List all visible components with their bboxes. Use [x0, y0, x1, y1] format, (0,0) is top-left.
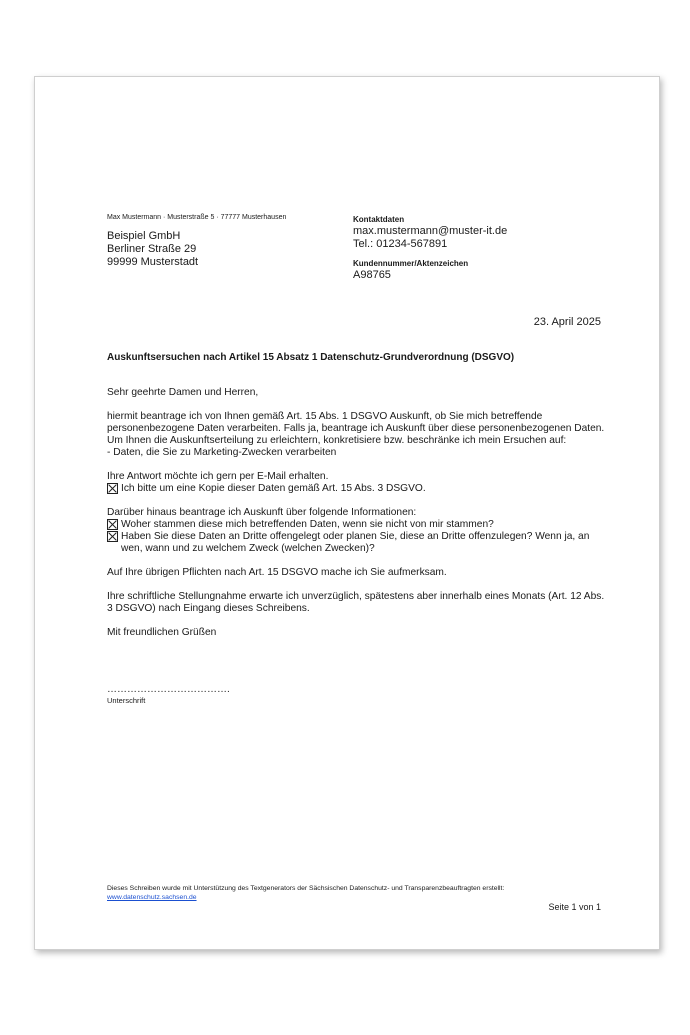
recipient-city: 99999 Musterstadt [107, 256, 199, 268]
signature-label: Unterschrift [107, 696, 146, 705]
request-paragraph: hiermit beantrage ich von Ihnen gemäß Art. 15 Abs. 1 DSGVO Auskunft, ob Sie mich betreffende personenbezogene Daten verarbeiten. Falls ja, beantrage ich Auskunft über diese personenbezogenen Daten. [107, 411, 605, 434]
letter-page [34, 76, 660, 950]
footer-note [107, 884, 504, 902]
recipient-street: Berliner Straße 29 [107, 243, 197, 255]
customer-number: A98765 [353, 269, 391, 281]
contact-phone: Tel.: 01234-567891 [353, 238, 448, 250]
question-1-row [107, 519, 607, 531]
scope-paragraph: Um Ihnen die Auskunftserteilung zu erleichtern, konkretisiere bzw. beschränke ich mein Ersuchen auf: [107, 435, 567, 446]
question-2-text: Haben Sie diese Daten an Dritte offengelegt oder planen Sie, diese an Dritte offenzulegen? Wenn ja, an wen, wann und zu welchem Zweck (welchen Zwecken)? [121, 531, 590, 554]
checked-box-icon [107, 483, 118, 494]
footer-link[interactable]: www.datenschutz.sachsen.de [107, 894, 197, 901]
letter-subject: Auskunftsersuchen nach Artikel 15 Absatz 1 Datenschutz-Grundverordnung (DSGVO) [107, 352, 515, 363]
contact-block [353, 215, 507, 282]
recipient-address [107, 230, 198, 269]
obligations-text: Auf Ihre übrigen Pflichten nach Art. 15 DSGVO mache ich Sie aufmerksam. [107, 567, 447, 578]
deadline-text: Ihre schriftliche Stellungnahme erwarte ich unverzüglich, spätestens aber innerhalb eines Monats (Art. 12 Abs. 3 DSGVO) nach Eingang dieses Schreibens. [107, 591, 605, 614]
letter-body [107, 387, 607, 639]
closing-text: Mit freundlichen Grüßen [107, 627, 217, 638]
scope-item: - Daten, die Sie zu Marketing-Zwecken verarbeiten [107, 447, 337, 458]
salutation: Sehr geehrte Damen und Herren, [107, 387, 259, 398]
sender-return-line: Max Mustermann · Musterstraße 5 · 77777 Musterhausen [107, 214, 287, 221]
contact-label: Kontaktdaten [353, 215, 405, 224]
checked-box-icon [107, 519, 118, 530]
customer-number-label: Kundennummer/Aktenzeichen [353, 259, 469, 268]
question-1-text: Woher stammen diese mich betreffenden Daten, wenn sie nicht von mir stammen? [121, 519, 494, 530]
copy-request-text: Ich bitte um eine Kopie dieser Daten gemäß Art. 15 Abs. 3 DSGVO. [121, 483, 426, 494]
email-answer-text: Ihre Antwort möchte ich gern per E-Mail erhalten. [107, 471, 329, 482]
signature-line: ………………………………. [107, 684, 230, 695]
checked-box-icon [107, 531, 118, 542]
page-number: Seite 1 von 1 [548, 902, 601, 912]
footer-text: Dieses Schreiben wurde mit Unterstützung des Textgenerators der Sächsischen Datenschutz- und Transparenzbeauftragten erstellt: [107, 885, 505, 892]
copy-request-row [107, 483, 607, 495]
contact-email: max.mustermann@muster-it.de [353, 225, 508, 237]
letter-date: 23. April 2025 [533, 316, 601, 328]
recipient-company: Beispiel GmbH [107, 230, 181, 242]
question-2-row [107, 531, 607, 555]
further-info-text: Darüber hinaus beantrage ich Auskunft über folgende Informationen: [107, 507, 417, 518]
